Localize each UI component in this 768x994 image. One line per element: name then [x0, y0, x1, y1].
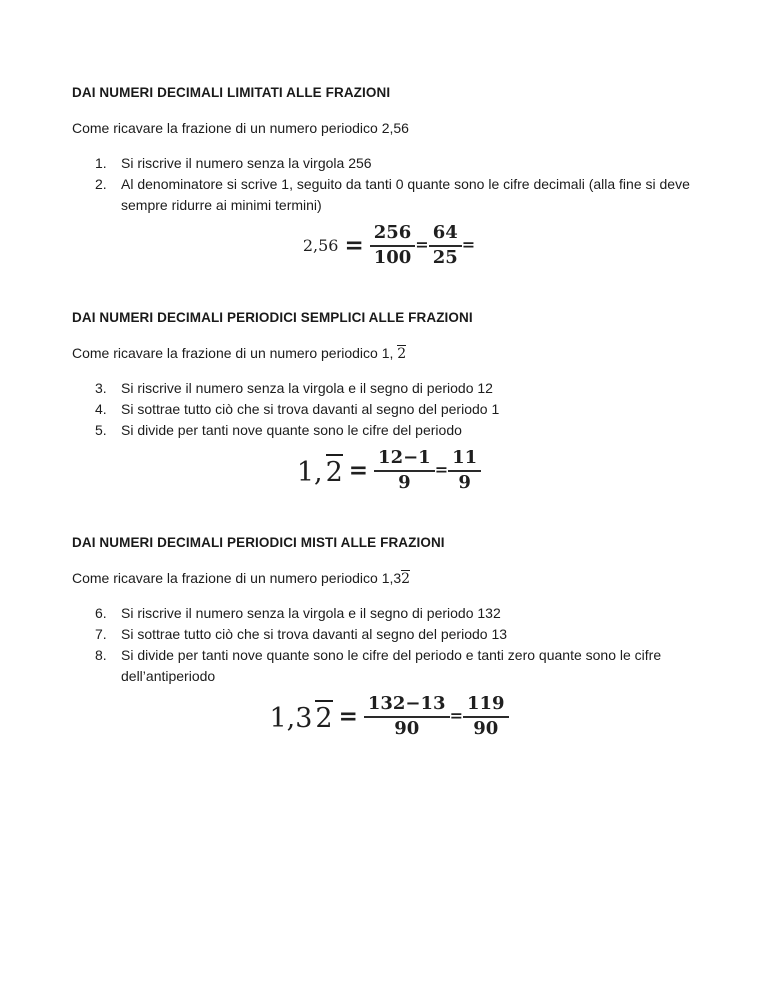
- equals-sign: =: [449, 706, 463, 726]
- lhs-number: 1,3: [269, 703, 313, 735]
- item-text: Si sottrae tutto ciò che si trova davanti al segno del periodo 1: [121, 401, 500, 418]
- intro-text: Come ricavare la frazione di un numero periodico 2,56: [72, 119, 409, 136]
- item-number: 6.: [95, 605, 107, 622]
- list-item: [95, 399, 706, 420]
- section-heading: DAI NUMERI DECIMALI PERIODICI SEMPLICI ALLE FRAZIONI: [72, 310, 473, 326]
- item-text: Si sottrae tutto ciò che si trova davanti al segno del periodo 13: [121, 626, 508, 643]
- formula-periodico-semplice: [72, 448, 706, 493]
- formula-periodico-misto: [72, 694, 706, 739]
- periodic-overline-digit: 2: [401, 570, 411, 587]
- equals-sign: =: [461, 235, 476, 255]
- equals-sign: =: [344, 232, 364, 260]
- formula-lhs: 2,56: [302, 235, 339, 255]
- periodic-overline-digit: 2: [315, 700, 332, 732]
- formula-lhs: [297, 454, 343, 488]
- formula-decimale-limitato: [72, 223, 706, 268]
- section-intro: [72, 343, 706, 363]
- item-text: Si divide per tanti nove quante sono le cifre del periodo: [121, 422, 462, 439]
- fraction-numerator: 132−13: [364, 694, 450, 718]
- list-item: [95, 624, 706, 645]
- fraction-denominator: 90: [394, 717, 420, 739]
- section-heading: DAI NUMERI DECIMALI LIMITATI ALLE FRAZIONI: [72, 85, 391, 100]
- fraction: [463, 694, 509, 739]
- fraction-numerator: 64: [429, 223, 462, 247]
- fraction-numerator: 256: [370, 223, 416, 247]
- item-number: 3.: [95, 380, 107, 397]
- steps-list: [72, 153, 706, 216]
- item-number: 8.: [95, 647, 107, 664]
- fraction-numerator: 12−1: [374, 448, 435, 472]
- item-number: 1.: [95, 154, 107, 171]
- list-item: [95, 420, 706, 441]
- list-item: [95, 153, 706, 174]
- item-text: Al denominatore si scrive 1, seguito da tanti 0 quante sono le cifre decimali (alla fine si deve sempre ridurre ai minimi termini): [121, 175, 690, 213]
- section-intro: [72, 118, 706, 138]
- lhs-number: 1,: [296, 456, 323, 488]
- item-text: Si riscrive il numero senza la virgola e il segno di periodo 12: [121, 380, 493, 397]
- fraction-denominator: 9: [458, 471, 471, 493]
- equals-sign: =: [338, 703, 358, 731]
- formula-lhs: [269, 700, 332, 734]
- section-intro: [72, 568, 706, 588]
- fraction-denominator: 100: [373, 246, 412, 268]
- fraction-numerator: 119: [463, 694, 509, 718]
- section-periodici-semplici: [72, 309, 706, 493]
- fraction: [448, 448, 481, 493]
- list-item: [95, 645, 706, 687]
- periodic-overline-digit: 2: [326, 454, 343, 486]
- list-item: [95, 174, 706, 216]
- intro-text: Come ricavare la frazione di un numero periodico 1,: [72, 344, 398, 361]
- fraction: [364, 694, 450, 739]
- list-item: [95, 603, 706, 624]
- fraction: [429, 223, 462, 268]
- equals-sign: =: [348, 457, 369, 485]
- section-decimali-limitati: [72, 84, 706, 268]
- item-text: Si riscrive il numero senza la virgola e il segno di periodo 132: [121, 605, 501, 622]
- fraction: [374, 448, 435, 493]
- fraction-numerator: 11: [448, 448, 481, 472]
- steps-list: [72, 603, 706, 687]
- section-heading: DAI NUMERI DECIMALI PERIODICI MISTI ALLE FRAZIONI: [72, 535, 445, 551]
- periodic-overline-digit: 2: [397, 345, 407, 362]
- fraction-denominator: 90: [473, 717, 499, 739]
- fraction: [370, 223, 416, 268]
- list-item: [95, 378, 706, 399]
- fraction-denominator: 25: [432, 246, 458, 268]
- intro-text: Come ricavare la frazione di un numero periodico 1,3: [72, 569, 402, 586]
- section-periodici-misti: [72, 534, 706, 739]
- item-text: Si riscrive il numero senza la virgola 256: [121, 154, 372, 171]
- steps-list: [72, 378, 706, 441]
- item-number: 5.: [95, 422, 107, 439]
- equals-sign: =: [434, 460, 449, 480]
- equals-sign: =: [415, 235, 429, 255]
- item-text: Si divide per tanti nove quante sono le cifre del periodo e tanti zero quante sono le cifre dell’antiperiodo: [121, 647, 662, 685]
- item-number: 2.: [95, 175, 107, 192]
- item-number: 7.: [95, 626, 107, 643]
- fraction-denominator: 9: [398, 471, 411, 493]
- item-number: 4.: [95, 401, 107, 418]
